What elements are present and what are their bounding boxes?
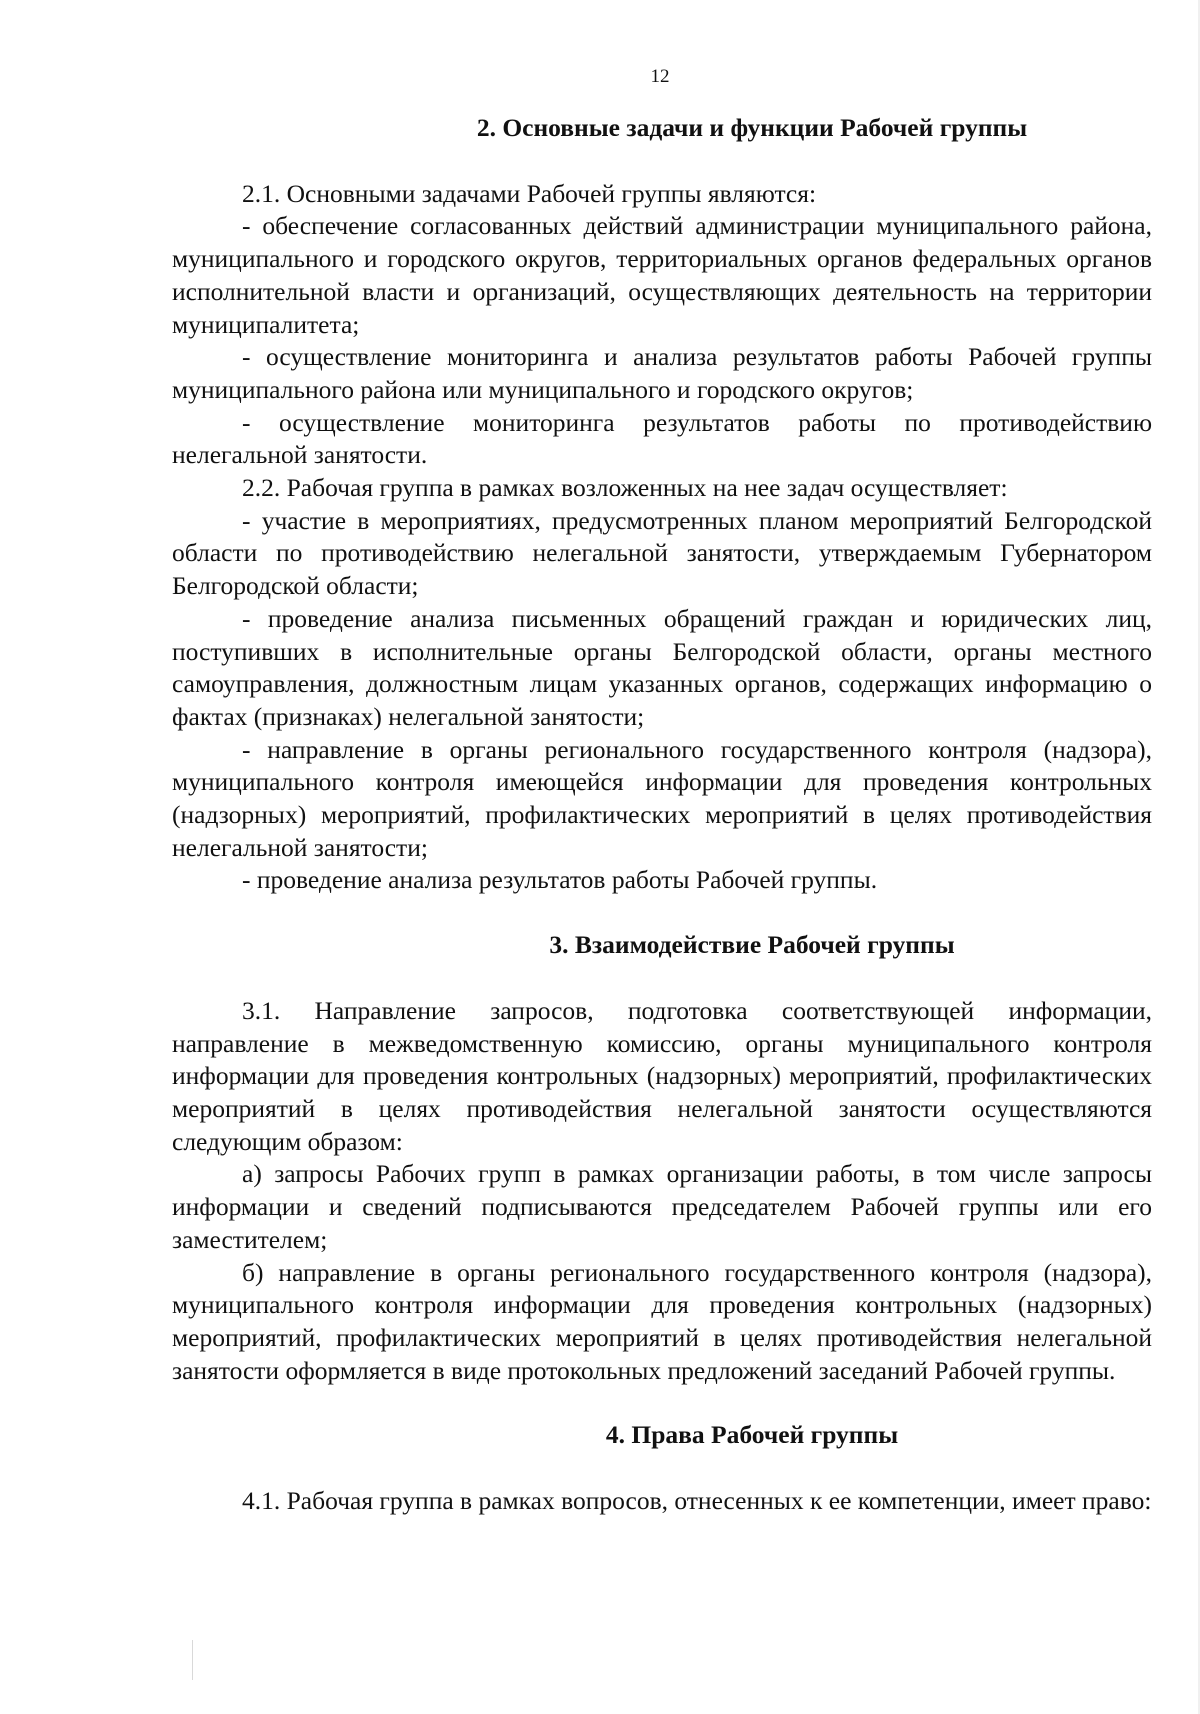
paragraph-2-1-item-3: - осуществление мониторинга результатов работы по противодействию нелегальной занятости.: [172, 407, 1152, 470]
page-number: 12: [650, 66, 670, 87]
paragraph-3-1-a: а) запросы Рабочих групп в рамках организации работы, в том числе запросы информации и сведений подписываются председателем Рабочей группы или его заместителем;: [172, 1159, 1152, 1254]
paragraph-3-1: 3.1. Направление запросов, подготовка соответствующей информации, направление в межведомственную комиссию, органы муниципального контроля информации для проведения контрольных (надзорных) мероприятий, профилактических мероприятий в целях противодействия нелегальной занятости осуществляются следующим образом:: [172, 995, 1152, 1156]
paragraph-2-1-item-1: - обеспечение согласованных действий администрации муниципального района, муниципального и городского округов, территориальных органов федеральных органов исполнительной власти и организаций, осуществляющих деятельность на территории муниципалитета;: [172, 211, 1152, 339]
section-3-title: 3. Взаимодействие Рабочей группы: [549, 930, 955, 960]
paragraph-2-1: 2.1. Основными задачами Рабочей группы являются:: [242, 178, 817, 208]
paragraph-3-1-b: б) направление в органы регионального государственного контроля (надзора), муниципального контроля информации для проведения контрольных (надзорных) мероприятий, профилактических мероприятий в целях противодействия нелегальной занятости оформляется в виде протокольных предложений заседаний Рабочей группы.: [172, 1257, 1152, 1385]
paragraph-2-2-item-3: - направление в органы регионального государственного контроля (надзора), муниципального контроля имеющейся информации для проведения контрольных (надзорных) мероприятий, профилактических мероприятий в целях противодействия нелегальной занятости;: [172, 734, 1152, 862]
paragraph-2-2-item-4: - проведение анализа результатов работы Рабочей группы.: [242, 865, 878, 895]
document-body: [172, 112, 1152, 1518]
scan-artifact-line: [192, 1640, 193, 1680]
section-4-title: 4. Права Рабочей группы: [605, 1420, 899, 1450]
paragraph-4-1: 4.1. Рабочая группа в рамках вопросов, отнесенных к ее компетенции, имеет право:: [242, 1486, 1152, 1516]
paragraph-2-2: 2.2. Рабочая группа в рамках возложенных на нее задач осуществляет:: [242, 473, 1008, 503]
section-2-title: 2. Основные задачи и функции Рабочей группы: [476, 113, 1028, 142]
paragraph-2-1-item-2: - осуществление мониторинга и анализа результатов работы Рабочей группы муниципального района или муниципального и городского округов;: [172, 342, 1152, 404]
paragraph-2-2-item-1: - участие в мероприятиях, предусмотренных планом мероприятий Белгородской области по противодействию нелегальной занятости, утверждаемым Губернатором Белгородской области;: [172, 505, 1152, 601]
paragraph-2-2-item-2: - проведение анализа письменных обращений граждан и юридических лиц, поступивших в исполнительные органы Белгородской области, органы местного самоуправления, должностным лицам указанных органов, содержащих информацию о фактах (признаках) нелегальной занятости;: [172, 603, 1152, 731]
